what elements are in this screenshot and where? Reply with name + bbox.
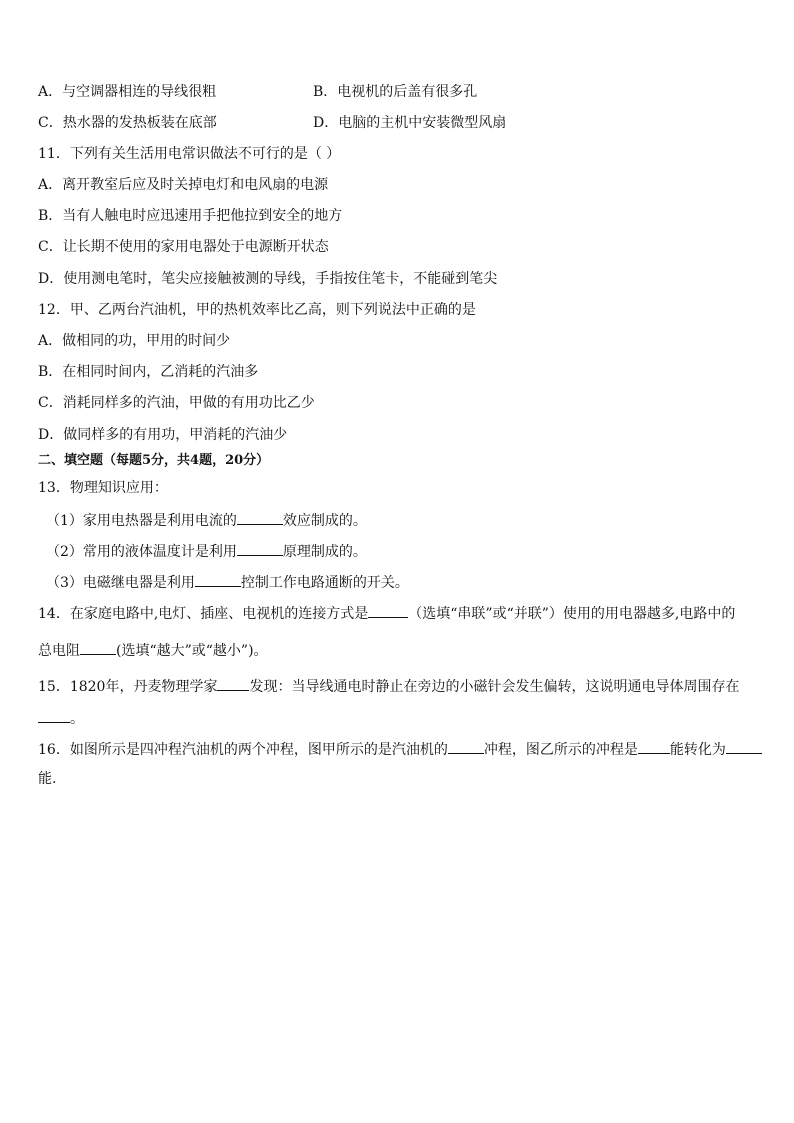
q15-line1-pre: 15．1820年，丹麦物理学家 bbox=[38, 679, 218, 695]
answer-blank[interactable] bbox=[638, 739, 670, 754]
answer-blank[interactable] bbox=[368, 603, 408, 618]
q13-sub2-post: 原理制成的。 bbox=[282, 544, 367, 560]
q12-stem: 12．甲、乙两台汽油机，甲的热机效率比乙高，则下列说法中正确的是 bbox=[38, 302, 476, 318]
q11-option-d: D．使用测电笔时，笔尖应接触被测的导线，手指按住笔卡，不能碰到笔尖 bbox=[38, 271, 498, 287]
q14-line2-pre: 总电阻 bbox=[38, 643, 80, 659]
q13-sub3-pre: （3）电磁继电器是利用 bbox=[46, 575, 195, 591]
answer-blank[interactable] bbox=[217, 676, 249, 691]
answer-blank[interactable] bbox=[726, 739, 762, 754]
q14-line2-post: (选填“越大”或“越小”)。 bbox=[116, 643, 268, 659]
q14-line1-pre: 14．在家庭电路中,电灯、插座、电视机的连接方式是 bbox=[38, 606, 369, 622]
q13-sub1-post: 效应制成的。 bbox=[282, 513, 367, 529]
q12-option-d: D．做同样多的有用功，甲消耗的汽油少 bbox=[38, 427, 288, 443]
q13-sub2 bbox=[46, 541, 367, 561]
q12-option-c: C．消耗同样多的汽油，甲做的有用功比乙少 bbox=[38, 395, 315, 411]
q10-option-a: A．与空调器相连的导线很粗 bbox=[38, 84, 217, 100]
q10-option-c: C．热水器的发热板装在底部 bbox=[38, 115, 217, 131]
q10-option-d: D．电脑的主机中安装微型风扇 bbox=[313, 115, 507, 131]
q13-sub1 bbox=[46, 510, 367, 530]
q13-sub3 bbox=[46, 572, 409, 592]
q16-line1-mid1: 冲程，图乙所示的冲程是 bbox=[483, 742, 638, 758]
q11-stem: 11．下列有关生活用电常识做法不可行的是（ ） bbox=[38, 146, 341, 162]
q16-line1-mid2: 能转化为 bbox=[669, 742, 726, 758]
q12-option-a: A．做相同的功，甲用的时间少 bbox=[38, 333, 231, 349]
q13-stem: 13．物理知识应用： bbox=[38, 480, 168, 496]
q15-line1-post: 发现：当导线通电时静止在旁边的小磁针会发生偏转，这说明通电导体周围存在 bbox=[249, 679, 740, 695]
answer-blank[interactable] bbox=[195, 572, 241, 587]
answer-blank[interactable] bbox=[80, 640, 116, 655]
answer-blank[interactable] bbox=[38, 708, 70, 723]
answer-blank[interactable] bbox=[237, 510, 283, 525]
q13-sub3-post: 控制工作电路通断的开关。 bbox=[240, 575, 409, 591]
q14-line1-post: （选填“串联”或“并联”）使用的用电器越多,电路中的 bbox=[408, 606, 736, 622]
q15-line1 bbox=[38, 676, 739, 696]
q16-line2: 能. bbox=[38, 771, 57, 787]
q11-option-b: B．当有人触电时应迅速用手把他拉到安全的地方 bbox=[38, 208, 343, 224]
q11-option-c: C．让长期不使用的家用电器处于电源断开状态 bbox=[38, 239, 329, 255]
q14-line2 bbox=[38, 640, 268, 660]
answer-blank[interactable] bbox=[237, 541, 283, 556]
answer-blank[interactable] bbox=[448, 739, 484, 754]
q10-option-b: B．电视机的后盖有很多孔 bbox=[313, 84, 478, 100]
q15-line2-post: 。 bbox=[70, 711, 84, 727]
section-title: 二、填空题（每题5分，共4题，20分） bbox=[38, 453, 270, 468]
q12-option-b: B．在相同时间内，乙消耗的汽油多 bbox=[38, 364, 259, 380]
q15-line2 bbox=[38, 708, 84, 728]
q14-line1 bbox=[38, 603, 735, 623]
q13-sub1-pre: （1）家用电热器是利用电流的 bbox=[46, 513, 237, 529]
q11-option-a: A．离开教室后应及时关掉电灯和电风扇的电源 bbox=[38, 177, 329, 193]
q13-sub2-pre: （2）常用的液体温度计是利用 bbox=[46, 544, 237, 560]
q16-line1 bbox=[38, 739, 762, 759]
q16-line1-pre: 16．如图所示是四冲程汽油机的两个冲程，图甲所示的是汽油机的 bbox=[38, 742, 448, 758]
